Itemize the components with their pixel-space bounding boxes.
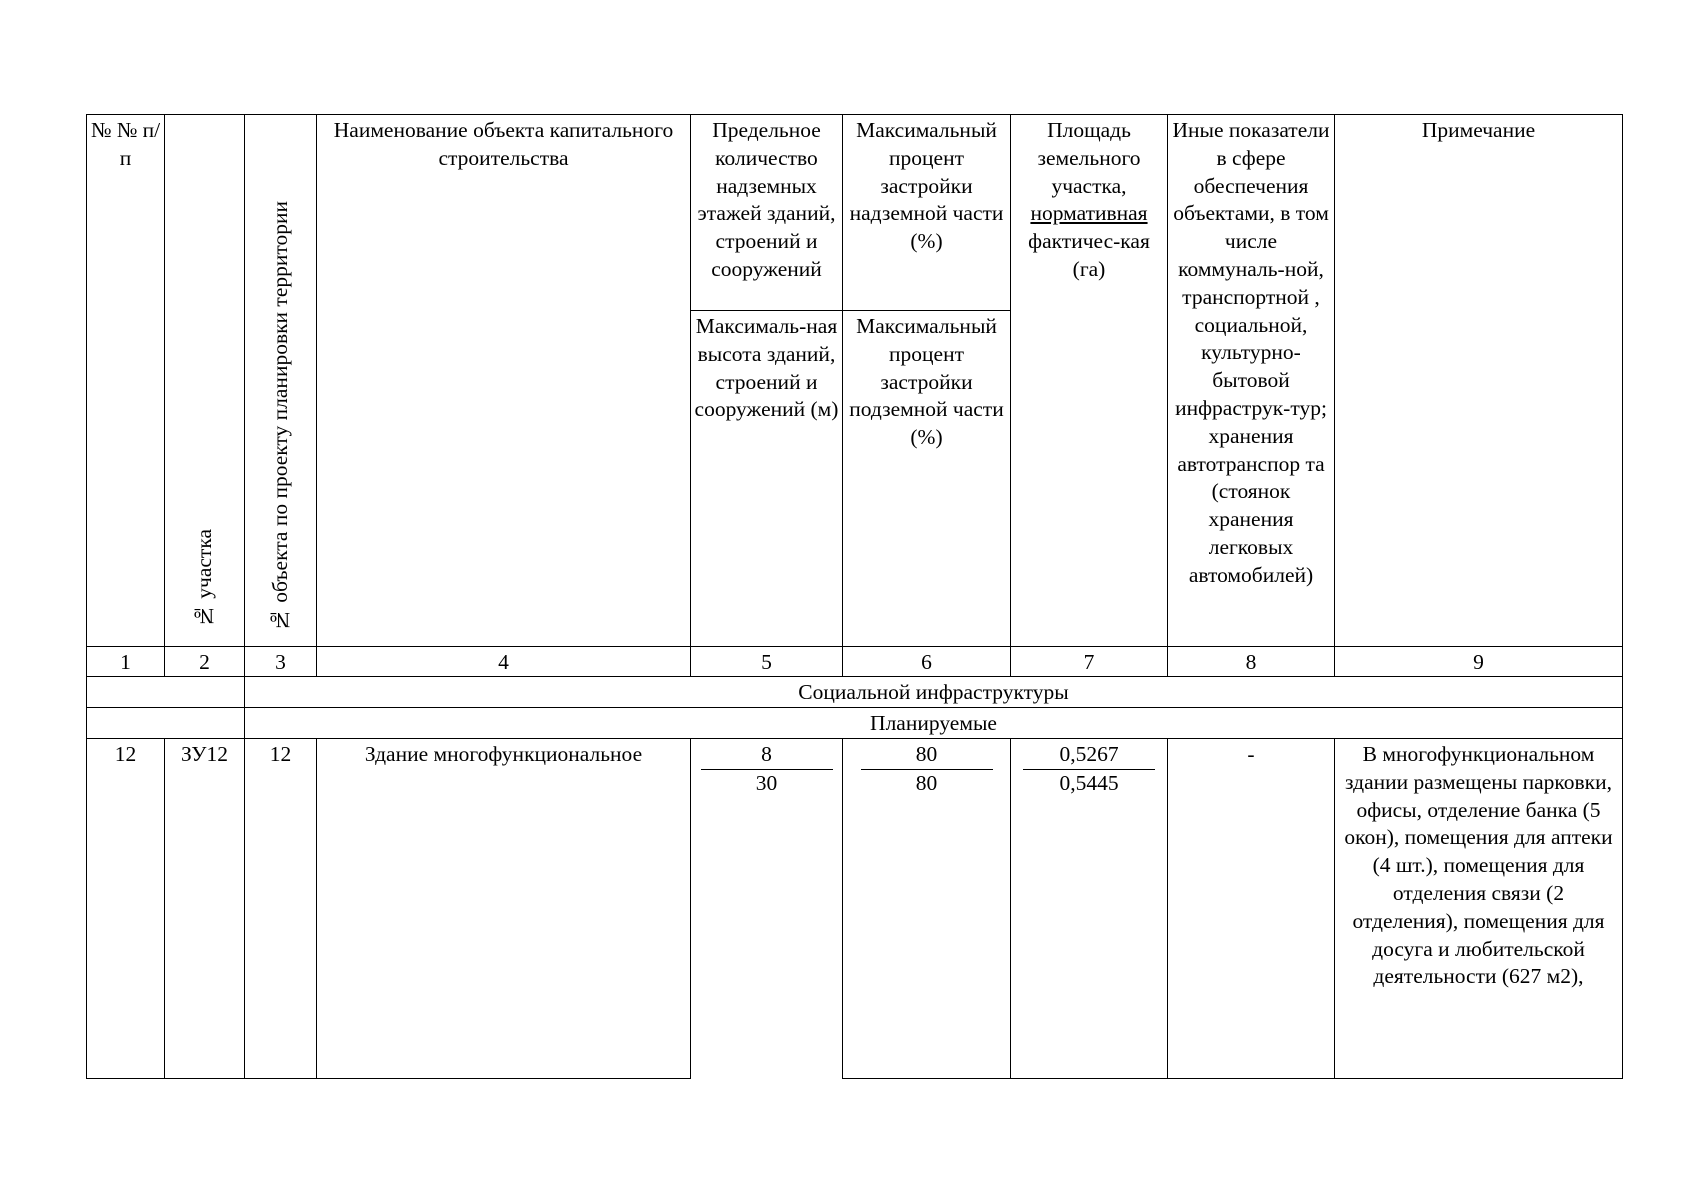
header-other-indicators: Иные показатели в сфере обеспечения объектами, в том числе коммуналь-ной, транспортной , социальной, культурно-бытовой инфраструк-тур; хранения автотранспор та (стоянок хранения легковых автомобилей) xyxy=(1168,115,1335,647)
floors-height-cell xyxy=(691,739,843,1079)
header-plot-number-text: № участка xyxy=(191,528,216,628)
build-percent-cell xyxy=(843,739,1011,1079)
header-plot-area xyxy=(1011,115,1168,647)
column-number: 1 xyxy=(87,647,165,677)
section-row xyxy=(87,677,1623,708)
max-floors-value: 8 xyxy=(701,741,833,770)
header-max-below-ground-percent: Максимальный процент застройки подземной части (%) xyxy=(843,311,1011,647)
plot-area-cell xyxy=(1011,739,1168,1079)
subsection-blank-cell xyxy=(87,708,245,739)
other-indicators-value: - xyxy=(1168,739,1335,1079)
subsection-row xyxy=(87,708,1623,739)
note-text: В многофункциональном здании размещены парковки, офисы, отделение банка (5 окон), помещения для аптеки (4 шт.), помещения для отделения связи (2 отделения), помещения для досуга и любительской деятельности (627 м2), xyxy=(1335,739,1623,1079)
normative-area-value: 0,5267 xyxy=(1023,741,1155,770)
header-plot-area-actual: фактичес-кая (га) xyxy=(1028,229,1150,281)
column-number: 4 xyxy=(317,647,691,677)
header-max-above-ground-percent: Максимальный процент застройки надземной части (%) xyxy=(843,115,1011,311)
column-number: 2 xyxy=(165,647,245,677)
header-max-floors: Предельное количество надземных этажей зданий, строений и сооружений xyxy=(691,115,843,311)
header-plot-area-label: Площадь земельного участка, xyxy=(1037,118,1141,198)
column-number: 5 xyxy=(691,647,843,677)
header-row xyxy=(87,115,1623,311)
column-number: 6 xyxy=(843,647,1011,677)
floors-height-fraction xyxy=(701,741,833,798)
header-object-number xyxy=(245,115,317,647)
below-ground-percent-value: 80 xyxy=(915,770,938,795)
header-plot-number xyxy=(165,115,245,647)
plot-number: ЗУ12 xyxy=(165,739,245,1079)
table-row xyxy=(87,739,1623,1079)
object-name: Здание многофункциональное xyxy=(317,739,691,1079)
section-blank-cell xyxy=(87,677,245,708)
header-plot-area-normative: нормативная xyxy=(1030,201,1148,226)
header-object-number-text: № объекта по проекту планировки территории xyxy=(267,200,292,632)
header-max-height: Максималь-ная высота зданий, строений и сооружений (м) xyxy=(691,311,843,647)
column-number: 8 xyxy=(1168,647,1335,677)
build-percent-fraction xyxy=(861,741,993,798)
column-number: 7 xyxy=(1011,647,1168,677)
column-number: 9 xyxy=(1335,647,1623,677)
row-number: 12 xyxy=(87,739,165,1079)
object-number: 12 xyxy=(245,739,317,1079)
column-number: 3 xyxy=(245,647,317,677)
plot-area-fraction xyxy=(1023,741,1155,798)
column-numbers-row xyxy=(87,647,1623,677)
max-height-value: 30 xyxy=(755,770,778,795)
land-plot-parameters-table xyxy=(86,114,1623,1079)
subsection-title: Планируемые xyxy=(245,708,1623,739)
above-ground-percent-value: 80 xyxy=(861,741,993,770)
section-title: Социальной инфраструктуры xyxy=(245,677,1623,708)
actual-area-value: 0,5445 xyxy=(1059,770,1119,795)
header-note: Примечание xyxy=(1335,115,1623,647)
header-object-name: Наименование объекта капитального строительства xyxy=(317,115,691,647)
header-row-number: № № п/п xyxy=(87,115,165,647)
